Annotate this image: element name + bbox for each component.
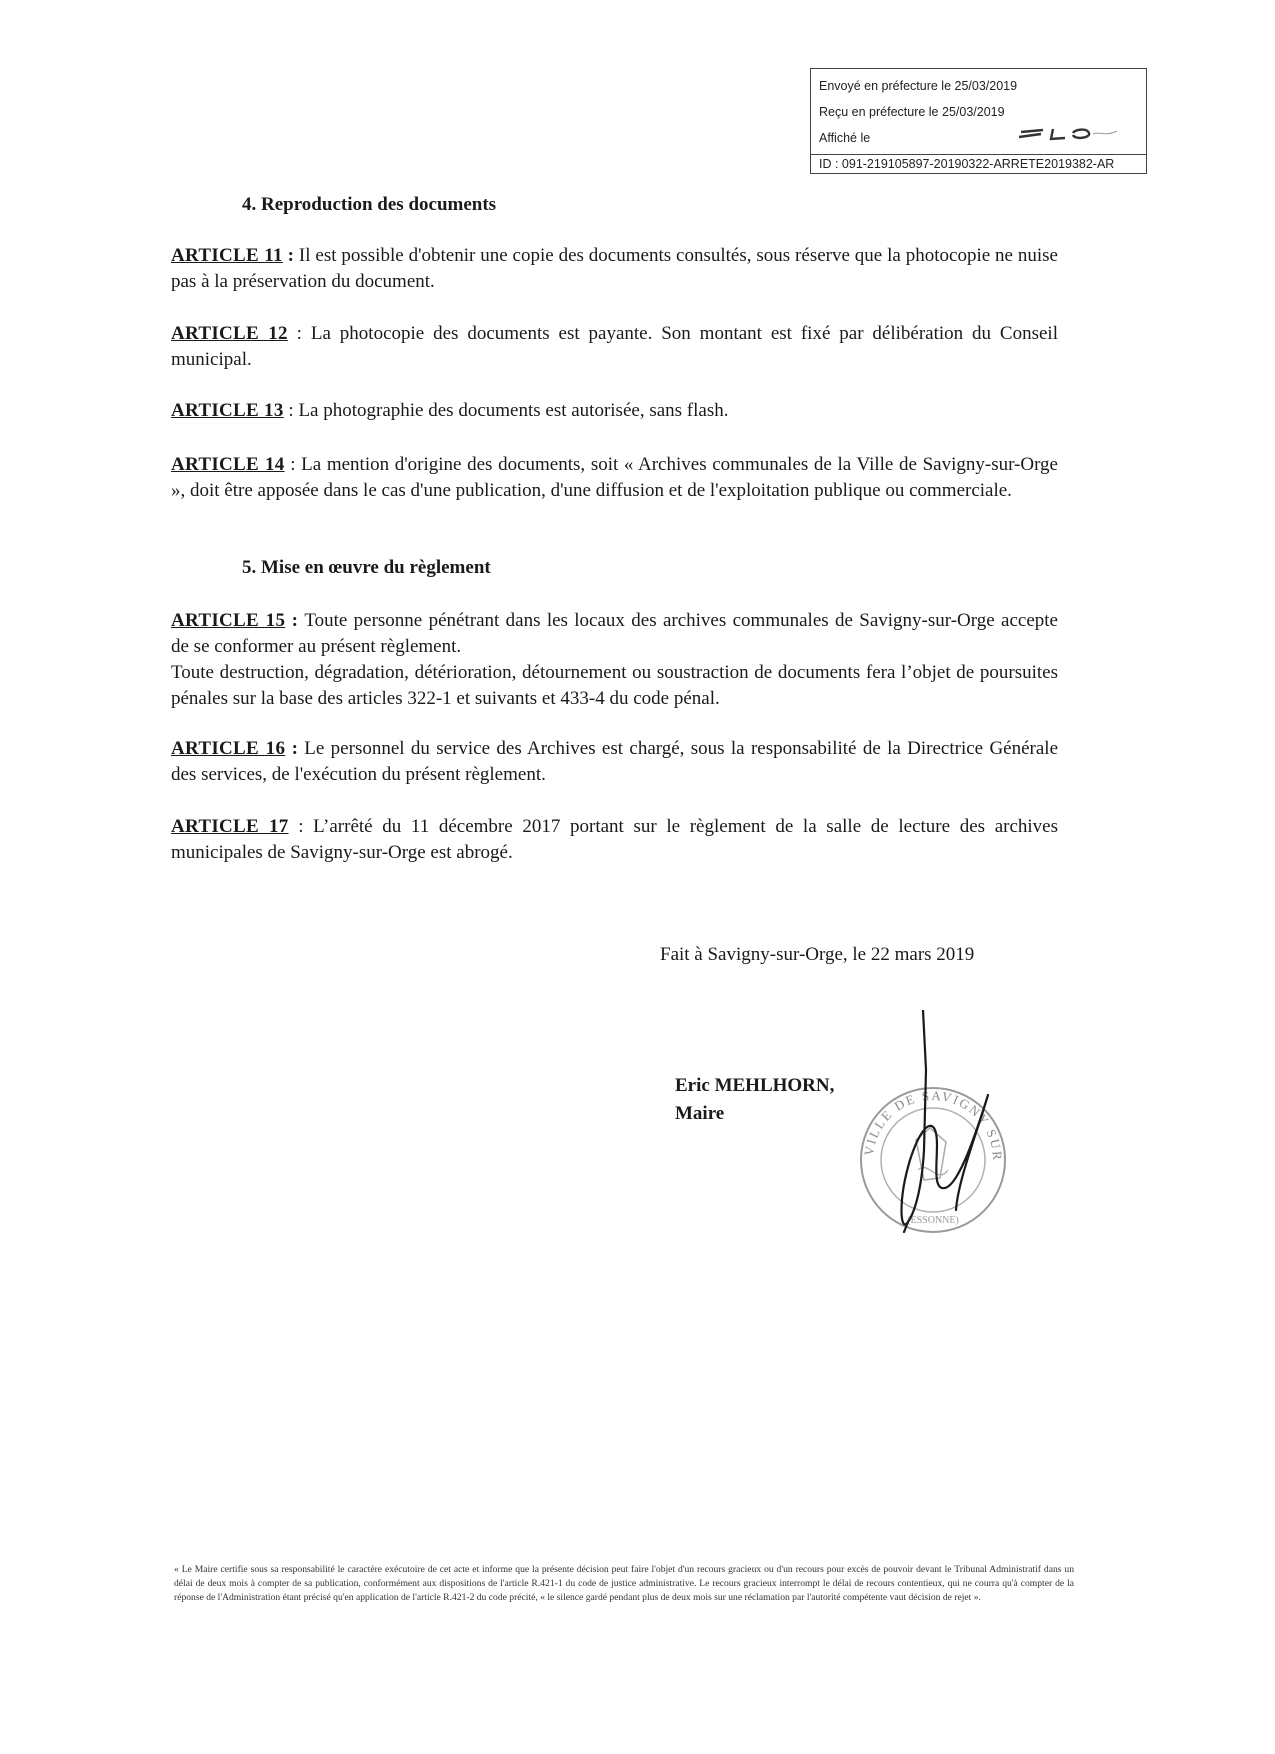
article-text-continued: Toute destruction, dégradation, détérioration, détournement ou soustraction de documents fera l’objet de poursuites pénales sur la base des articles 322-1 et suivants et 433-4 du code pénal. [171,662,1058,709]
section-title-reproduction: 4. Reproduction des documents [242,194,497,215]
article-separator: : [285,738,305,759]
stamp-received-date: Reçu en préfecture le 25/03/2019 [819,105,1005,119]
article-text: Toute personne pénétrant dans les locaux des archives communales de Savigny-sur-Orge accepte de se conformer au présent règlement. [171,610,1058,657]
place-and-date: Fait à Savigny-sur-Orge, le 22 mars 2019 [660,944,975,965]
article-separator: : [288,816,314,837]
article-separator: : [287,323,311,344]
signer-name: Eric MEHLHORN, [675,1075,835,1096]
article-text: L’arrêté du 11 décembre 2017 portant sur le règlement de la salle de lecture des archives municipales de Savigny-sur-Orge est abrogé. [171,816,1058,863]
article-text: La photocopie des documents est payante. Son montant est fixé par délibération du Conseil municipal. [171,323,1058,370]
article-text: Il est possible d'obtenir une copie des documents consultés, sous réserve que la photocopie ne nuise pas à la préservation du document. [171,245,1058,292]
article-label: ARTICLE 12 [171,323,288,344]
article-17 [171,814,1058,866]
seal-text: VILLE DE SAVIGNY SUR [860,1087,1006,1163]
article-separator: : [282,245,299,266]
article-text: La photographie des documents est autorisée, sans flash. [298,400,729,421]
article-text: La mention d'origine des documents, soit « Archives communales de la Ville de Savigny-sur-Orge », doit être apposée dans le cas d'une publication, d'une diffusion et de l'exploitation publique ou commerciale. [171,454,1058,501]
seal-bottom-text: (ESSONNE) [907,1215,959,1226]
article-16 [171,736,1058,788]
article-15 [171,608,1058,712]
article-separator: : [284,454,302,475]
handwritten-signature-icon [838,1010,1038,1245]
prefecture-stamp [810,68,1147,174]
section-title-implementation: 5. Mise en œuvre du règlement [242,557,491,578]
stamp-sent-date: Envoyé en préfecture le 25/03/2019 [819,79,1018,93]
article-label: ARTICLE 13 [171,400,284,421]
stamp-document-id: ID : 091-219105897-20190322-ARRETE2019382-AR [811,154,1146,173]
official-seal-and-signature [838,1010,1038,1245]
stamp-slo-scribble-icon [1013,125,1123,143]
article-text: Le personnel du service des Archives est chargé, sous la responsabilité de la Directrice Générale des services, de l'exécution du présent règlement. [171,738,1059,785]
article-label: ARTICLE 16 [171,738,286,759]
article-label: ARTICLE 14 [171,454,285,475]
signer-block [675,1072,834,1128]
signer-role: Maire [675,1103,725,1124]
article-separator: : [283,400,299,421]
article-label: ARTICLE 15 [171,610,286,631]
article-label: ARTICLE 11 [171,245,283,266]
stamp-posted-label: Affiché le [819,131,871,145]
article-14 [171,452,1058,504]
article-label: ARTICLE 17 [171,816,289,837]
article-13 [171,398,1058,424]
legal-footnote: « Le Maire certifie sous sa responsabilité le caractère exécutoire de cet acte et informe que la présente décision peut faire l'objet d'un recours gracieux ou d'un recours pour excès de pouvoir devant le Tribunal Administratif dans un délai de deux mois à compter de sa publication, conformément aux dispositions de l'article R.421-1 du code de justice administrative. Le recours gracieux interrompt le délai de recours contentieux, qui ne courra qu'à compter de la réponse de l'Administration étant précisé qu'en application de l'article R.421-2 du code précité, « le silence gardé pendant plus de deux mois sur une réclamation par l'autorité compétente vaut décision de rejet ». [174,1564,1074,1603]
article-separator: : [285,610,305,631]
article-11 [171,243,1058,295]
article-12 [171,321,1058,373]
